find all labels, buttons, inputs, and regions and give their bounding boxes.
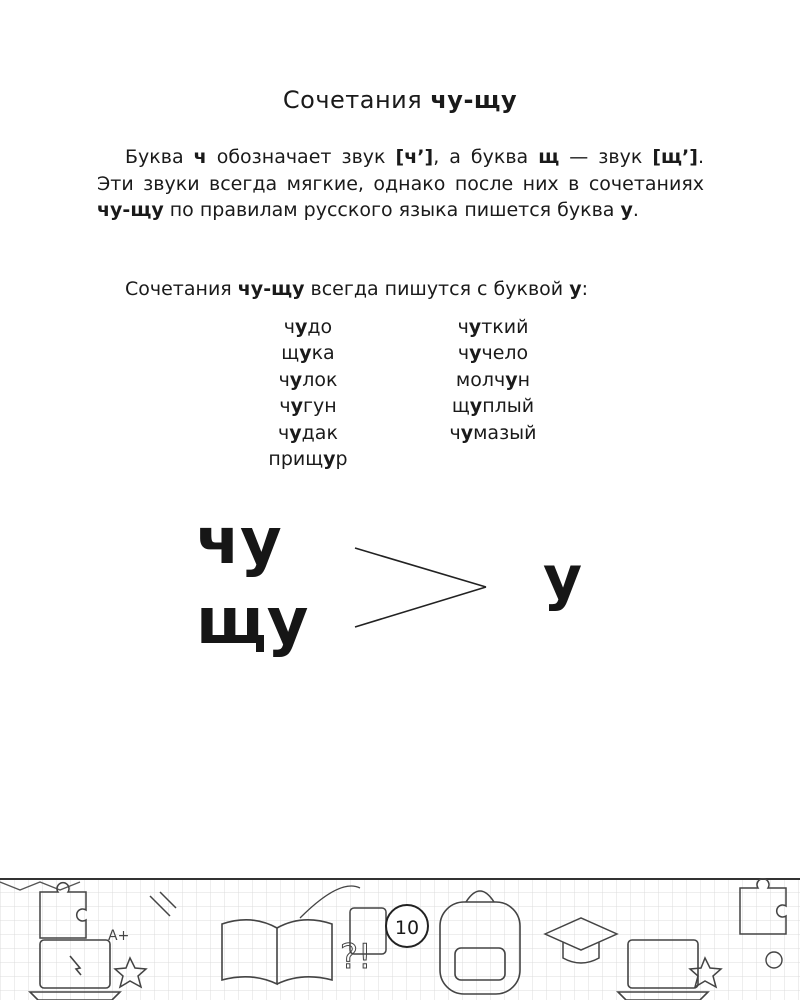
svg-text:?!: ?! [340,937,372,977]
diagram-shchu: щу [196,585,309,659]
word-part: до [307,316,333,338]
intro-run: ч [193,146,207,168]
intro-run: — звук [559,146,653,168]
intro-paragraph [97,144,704,224]
word-part: плый [482,395,535,418]
word-part: гун [302,395,337,418]
word-part: ткий [481,316,529,338]
word-part: н [517,368,531,391]
diagram-result: у [543,543,583,613]
svg-text:A+: A+ [108,928,130,944]
page-title [0,86,800,114]
word-highlight: у [323,448,336,471]
word-part: мазый [473,421,537,444]
rule-run: Сочетания [125,278,238,300]
word-part: щ [451,395,470,418]
word-highlight: у [469,395,483,418]
word-highlight: у [469,342,482,365]
word-part: лок [302,368,338,391]
intro-run: по правилам русского языка пишется буква [163,199,621,221]
intro-run: [щ’] [652,146,698,168]
word-item [433,367,553,393]
intro-run: чу-щу [97,199,164,221]
intro-run: щ [538,146,560,168]
word-part: ка [311,342,335,365]
intro-run: Буква [125,146,194,168]
rule-run: всегда пишутся с буквой [304,278,570,300]
word-highlight: у [468,316,482,338]
page-number: 10 [385,904,429,948]
word-part: р [335,448,348,471]
word-highlight: у [290,395,303,418]
word-part: ч [279,395,291,418]
word-part: ч [278,368,290,391]
word-part: молч [455,368,506,391]
word-item [248,446,368,472]
word-item [248,314,368,340]
word-highlight: у [460,421,474,444]
rule-run: : [581,278,588,300]
word-list-right [433,314,553,446]
word-part: ч [457,342,470,365]
diagram-chu: чу [196,505,282,579]
title-prefix: Сочетания [282,86,431,114]
rule-run: чу-щу [237,278,305,300]
word-item [248,420,368,446]
word-part: ч [283,316,296,338]
intro-run: обозначает звук [206,146,396,168]
intro-run: . [632,199,639,221]
word-item [433,393,553,419]
word-item [248,367,368,393]
word-part: ч [449,421,461,444]
word-highlight: у [289,421,302,444]
intro-run: у [620,199,633,221]
word-part: ч [278,421,290,444]
rule-sentence [125,276,588,302]
merge-arrow [350,540,495,632]
title-bold: чу-щу [430,86,518,114]
word-part: чело [481,342,529,365]
word-part: ч [457,316,469,338]
word-list-left [248,314,368,472]
word-part: щ [281,342,300,365]
word-part: прищ [268,448,324,471]
word-highlight: у [299,342,312,365]
word-part: дак [301,421,338,444]
word-item [248,340,368,366]
intro-run: , а буква [433,146,539,168]
word-item [433,340,553,366]
word-highlight: у [289,368,303,391]
word-highlight: у [505,368,518,391]
word-item [248,393,368,419]
word-item [433,420,553,446]
word-highlight: у [295,316,308,338]
rule-run: у [569,278,582,300]
word-item [433,314,553,340]
intro-run: [ч’] [395,146,434,168]
intro-run: . Эти звуки всегда мягкие, однако после них в сочетаниях [97,146,704,195]
